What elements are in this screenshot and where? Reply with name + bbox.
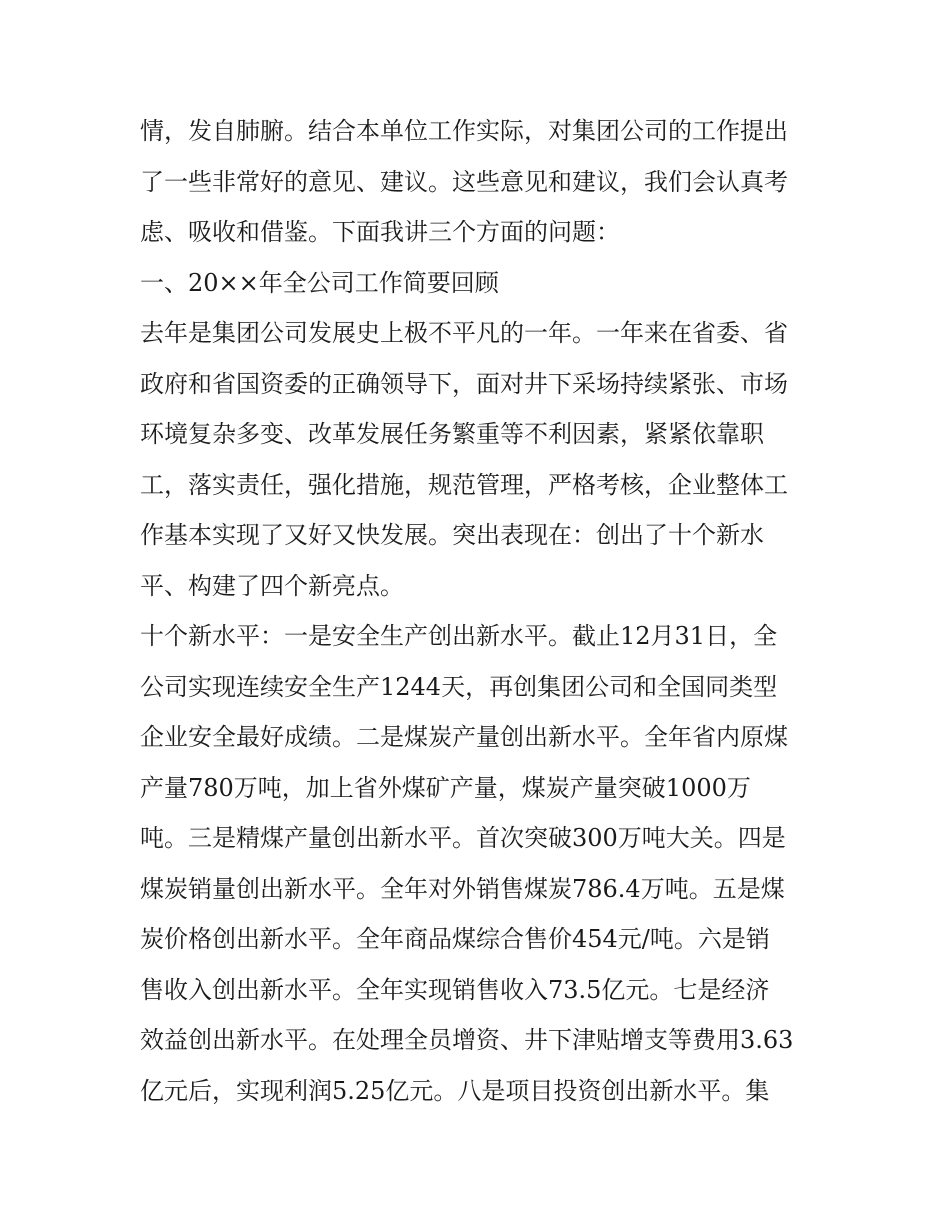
text-line: 平、构建了四个新亮点。 [140,571,404,600]
section-heading: 一、20××年全公司工作简要回顾 [140,268,499,297]
text-line: 作基本实现了又好又快发展。突出表现在：创出了十个新水 [140,521,764,549]
text-line: 售收入创出新水平。全年实现销售收入73.5亿元。七是经济 [140,975,770,1004]
text-line: 吨。三是精煤产量创出新水平。首次突破300万吨大关。四是 [140,824,786,852]
text-line: 环境复杂多变、改革发展任务繁重等不利因素，紧紧依靠职 [140,420,764,448]
text-line: 政府和省国资委的正确领导下，面对井下采场持续紧张、市场 [140,369,788,398]
text-line: 去年是集团公司发展史上极不平凡的一年。一年来在省委、省 [140,319,788,347]
text-line: 工，落实责任，强化措施，规范管理，严格考核，企业整体工 [140,470,788,499]
text-line: 亿元后，实现利润5.25亿元。八是项目投资创出新水平。集 [140,1076,770,1105]
text-line: 炭价格创出新水平。全年商品煤综合售价454元/吨。六是销 [140,925,770,953]
text-line: 情，发自肺腑。结合本单位工作实际，对集团公司的工作提出 [140,117,788,145]
text-line: 效益创出新水平。在处理全员增资、井下津贴增支等费用3.63 [140,1026,794,1054]
text-line: 产量780万吨，加上省外煤矿产量，煤炭产量突破1000万 [140,773,751,802]
text-line: 了一些非常好的意见、建议。这些意见和建议，我们会认真考 [140,167,788,196]
text-line: 虑、吸收和借鉴。下面我讲三个方面的问题： [140,218,620,246]
document-body [140,106,820,1116]
text-line: 煤炭销量创出新水平。全年对外销售煤炭786.4万吨。五是煤 [140,874,785,903]
text-line: 十个新水平：一是安全生产创出新水平。截止12月31日，全 [140,622,778,650]
text-line: 企业安全最好成绩。二是煤炭产量创出新水平。全年省内原煤 [140,723,788,751]
text-line: 公司实现连续安全生产1244天，再创集团公司和全国同类型 [140,672,778,701]
